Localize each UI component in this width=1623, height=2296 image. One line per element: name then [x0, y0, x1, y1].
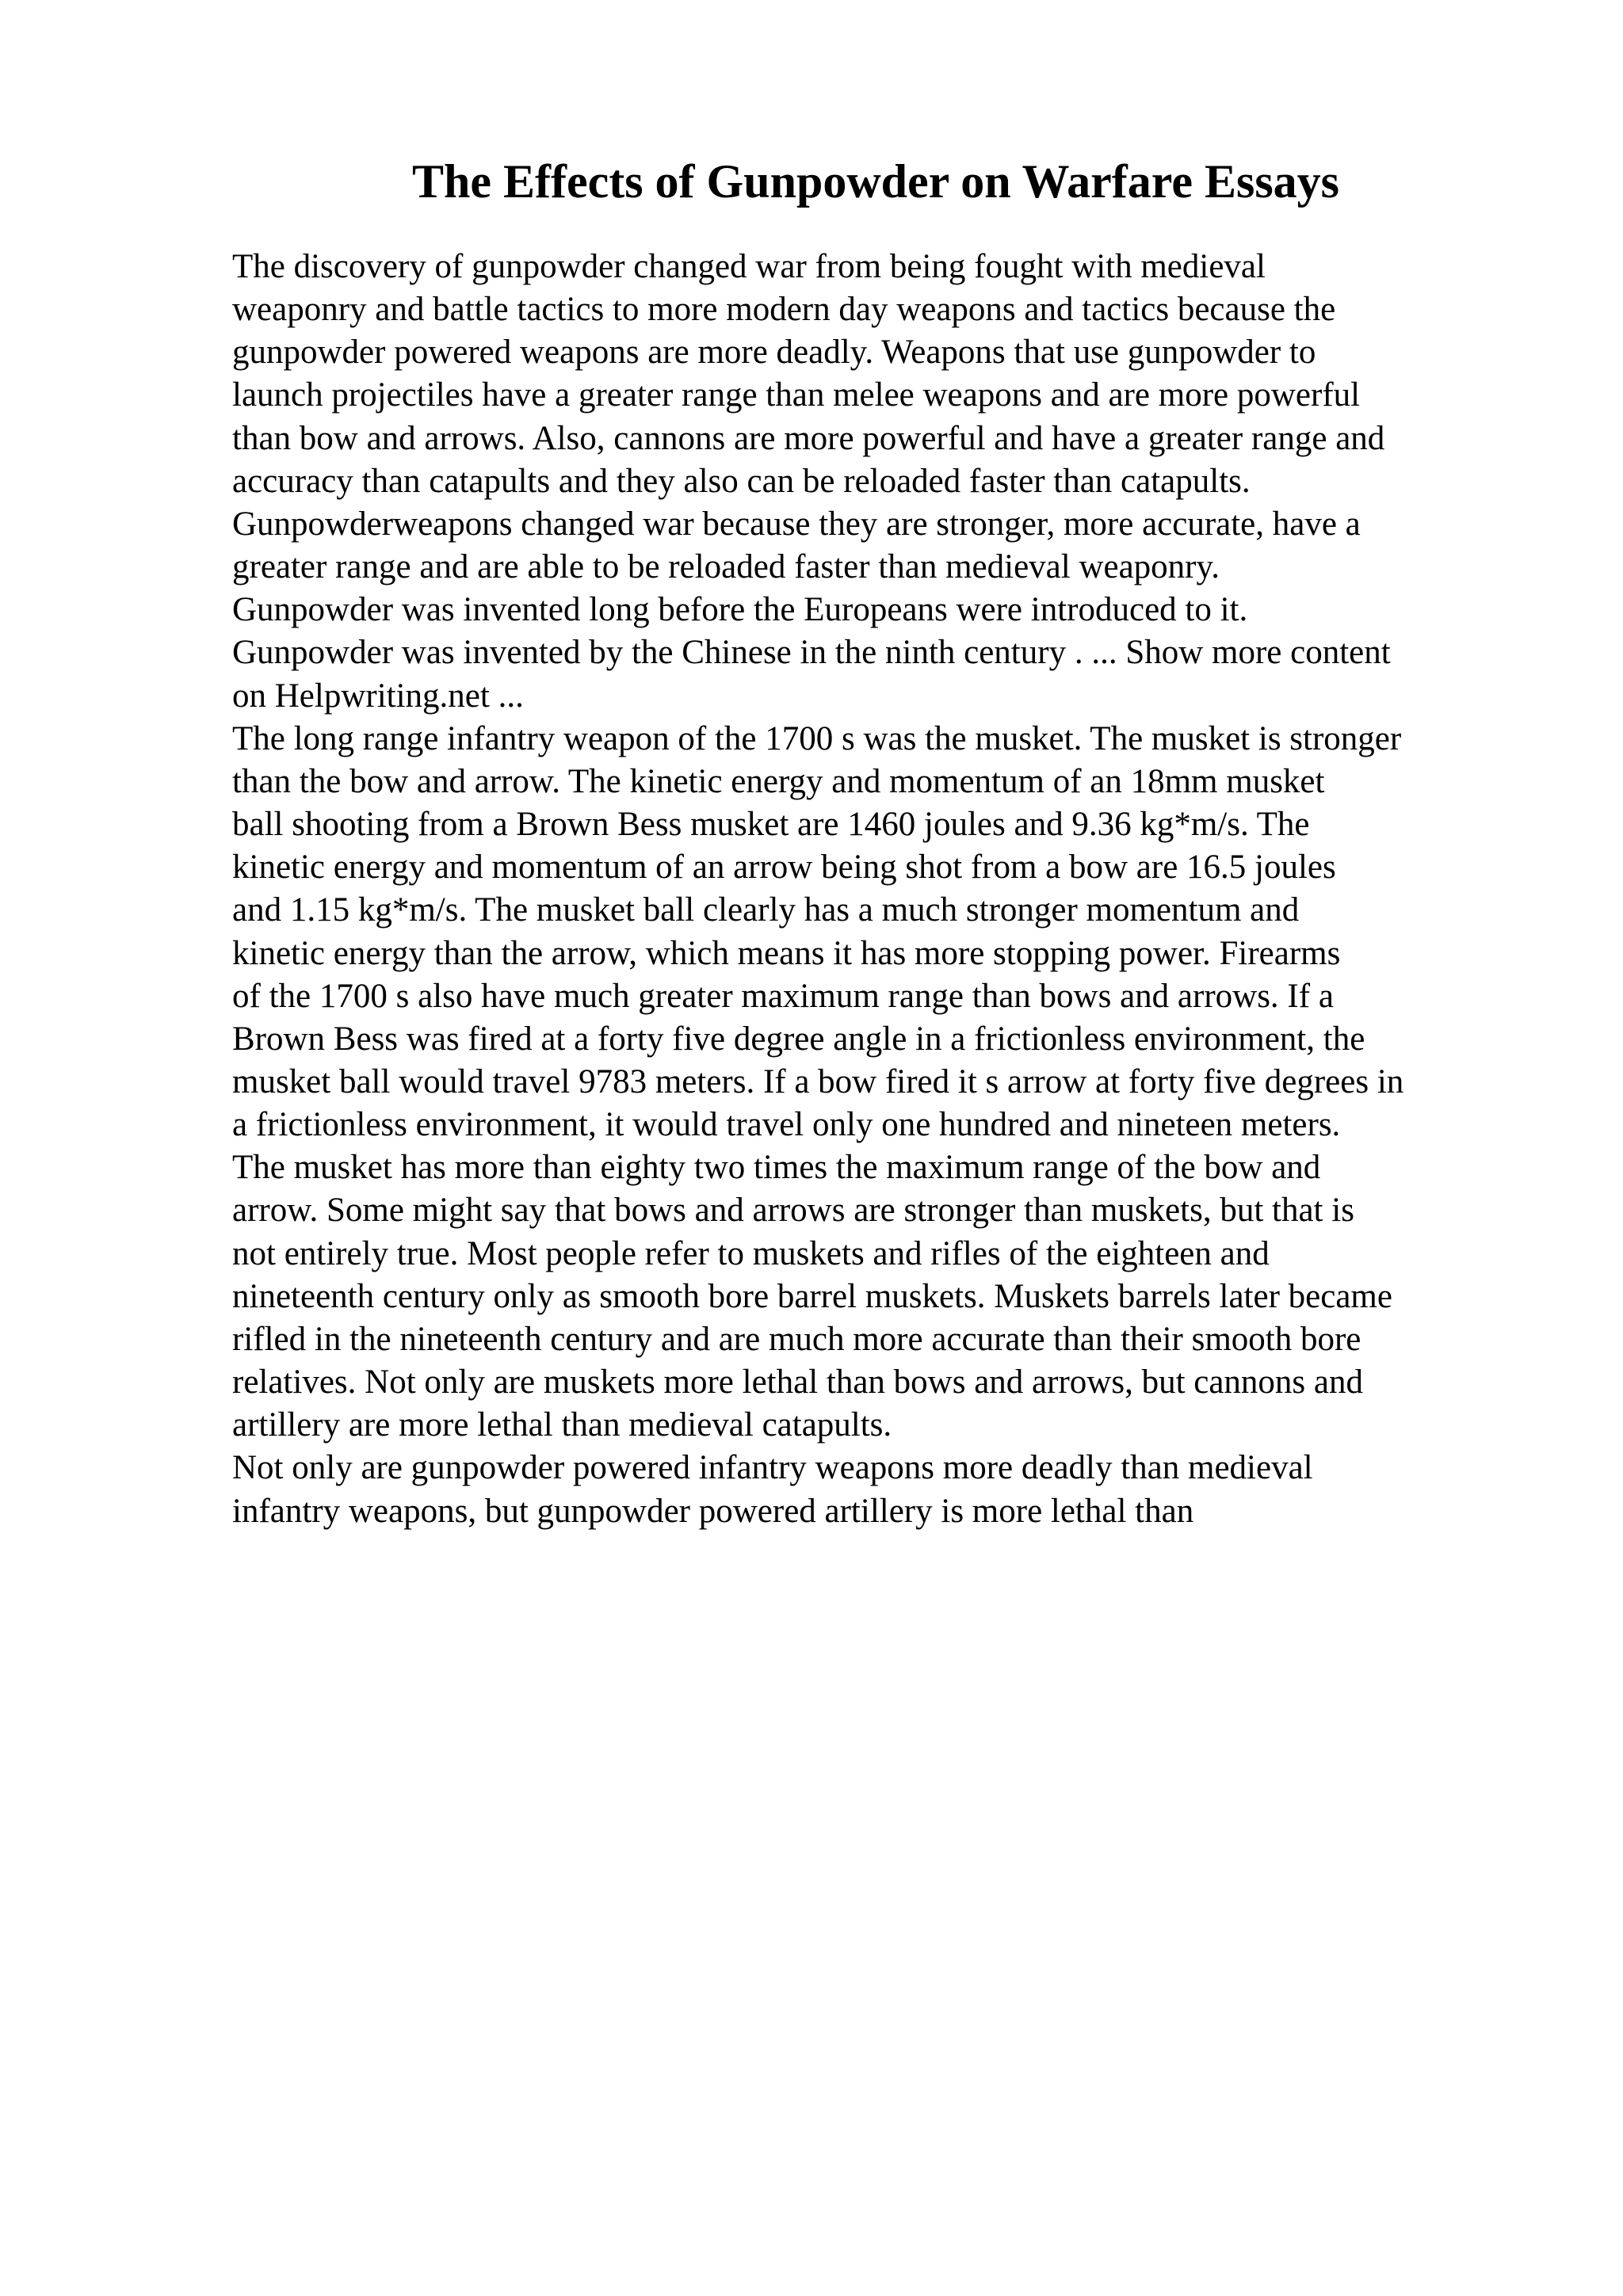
text-line: weaponry and battle tactics to more modern day weapons and tactics because the	[232, 291, 1336, 329]
text-line: The long range infantry weapon of the 1700 s was the musket. The musket is stronger	[232, 719, 1402, 757]
text-line: kinetic energy than the arrow, which means it has more stopping power. Firearms	[232, 934, 1341, 972]
text-line: kinetic energy and momentum of an arrow being shot from a bow are 16.5 joules	[232, 849, 1336, 887]
text-line: and 1.15 kg*m/s. The musket ball clearly has a much stronger momentum and	[232, 891, 1300, 929]
text-line: Brown Bess was fired at a forty five degree angle in a frictionless environment, the	[232, 1020, 1365, 1058]
text-line: relatives. Not only are muskets more lethal than bows and arrows, but cannons and	[232, 1363, 1363, 1402]
text-line: not entirely true. Most people refer to muskets and rifles of the eighteen and	[232, 1234, 1270, 1272]
text-line: of the 1700 s also have much greater maximum range than bows and arrows. If a	[232, 977, 1334, 1015]
text-line: gunpowder powered weapons are more deadly. Weapons that use gunpowder to	[232, 334, 1316, 372]
text-line: accuracy than catapults and they also can be reloaded faster than catapults.	[232, 462, 1251, 500]
text-line: than the bow and arrow. The kinetic energy and momentum of an 18mm musket	[232, 762, 1325, 800]
text-line: Gunpowder was invented long before the Europeans were introduced to it.	[232, 591, 1248, 629]
text-line: launch projectiles have a greater range than melee weapons and are more powerful	[232, 376, 1361, 414]
text-line: Gunpowderweapons changed war because they are stronger, more accurate, have a	[232, 505, 1361, 543]
text-line: Not only are gunpowder powered infantry weapons more deadly than medieval	[232, 1449, 1313, 1487]
text-line: nineteenth century only as smooth bore barrel muskets. Muskets barrels later became	[232, 1277, 1392, 1315]
text-line: rifled in the nineteenth century and are much more accurate than their smooth bore	[232, 1320, 1361, 1358]
text-line: infantry weapons, but gunpowder powered artillery is more lethal than	[232, 1492, 1194, 1530]
document-body	[232, 246, 1595, 1533]
text-line: than bow and arrows. Also, cannons are more powerful and have a greater range and	[232, 419, 1385, 457]
text-line: artillery are more lethal than medieval catapults.	[232, 1406, 892, 1444]
text-line: a frictionless environment, it would travel only one hundred and nineteen meters.	[232, 1106, 1341, 1144]
text-line: greater range and are able to be reloaded faster than medieval weaponry.	[232, 548, 1220, 586]
text-line: Gunpowder was invented by the Chinese in the ninth century . ... Show more content	[232, 634, 1391, 672]
text-line: The discovery of gunpowder changed war from being fought with medieval	[232, 248, 1266, 285]
text-line: arrow. Some might say that bows and arrows are stronger than muskets, but that is	[232, 1192, 1354, 1230]
text-line: musket ball would travel 9783 meters. If a bow fired it s arrow at forty five degrees in	[232, 1062, 1404, 1100]
document-title: The Effects of Gunpowder on Warfare Essays	[411, 155, 1340, 208]
text-line: The musket has more than eighty two times the maximum range of the bow and	[232, 1149, 1321, 1187]
text-line: on Helpwriting.net ...	[232, 677, 524, 715]
text-line: ball shooting from a Brown Bess musket are 1460 joules and 9.36 kg*m/s. The	[232, 806, 1310, 844]
